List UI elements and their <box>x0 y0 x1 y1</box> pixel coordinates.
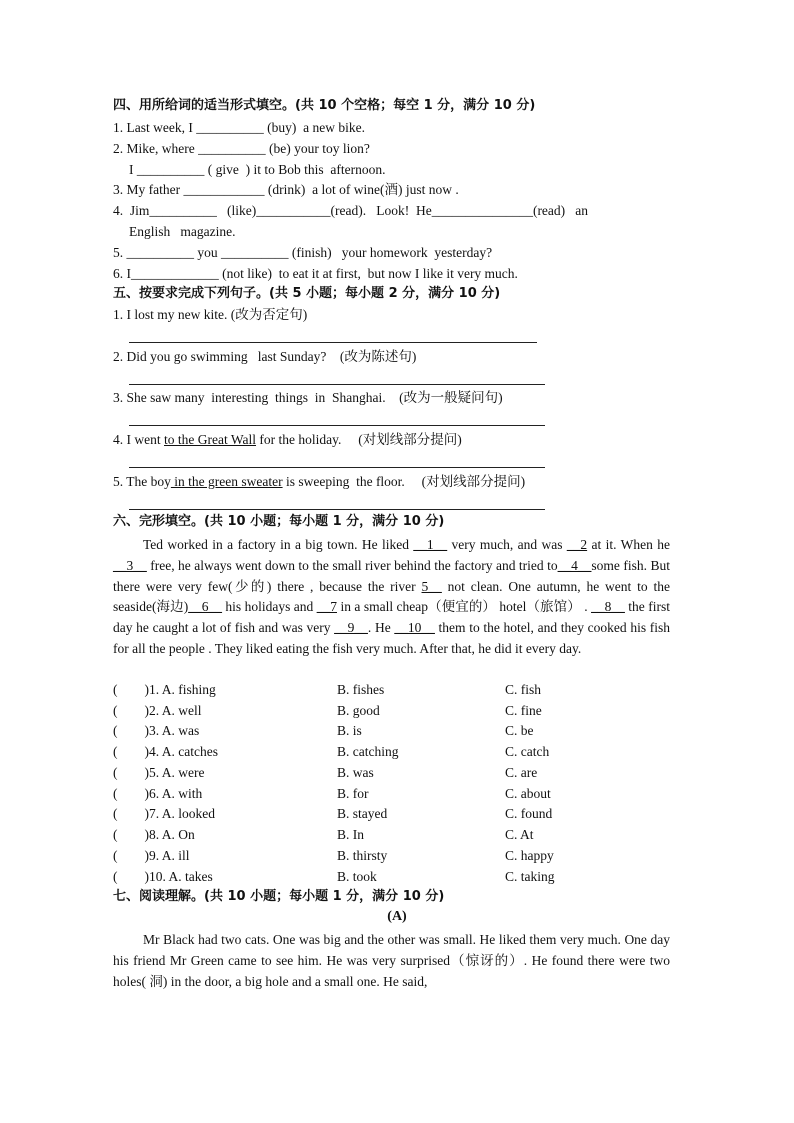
option-row-8-c: C. At <box>505 827 534 842</box>
blank-9: __9__ <box>334 620 368 636</box>
passage-a-label: (A) <box>387 909 407 924</box>
option-row-7-b: B. stayed <box>337 806 388 821</box>
option-row-6-b: B. for <box>337 786 369 801</box>
option-row-1-a: ( )1. A. fishing <box>113 682 216 697</box>
section6-heading: 六、完形填空。(共 10 小题；每小题 1 分，满分 10 分) <box>113 514 445 529</box>
s4-line-6: English magazine. <box>129 224 236 239</box>
s5-question-2: 2. Did you go swimming last Sunday? (改为陈述句) <box>113 349 417 364</box>
option-row-9-c: C. happy <box>505 848 554 863</box>
option-row-5-a: ( )5. A. were <box>113 765 205 780</box>
s4-line-3: I __________ ( give ) it to Bob this afternoon. <box>129 162 386 177</box>
option-row-3-c: C. be <box>505 723 534 738</box>
s5-question-1: 1. I lost my new kite. (改为否定句) <box>113 307 308 322</box>
option-row-8-a: ( )8. A. On <box>113 827 195 842</box>
blank-1: __1__ <box>413 537 448 552</box>
blank-10: __10__ <box>394 620 435 636</box>
option-row-8-b: B. In <box>337 827 364 842</box>
blank-8: __8__ <box>591 599 625 615</box>
s5-question-5 <box>113 474 525 490</box>
blank-4: __4__ <box>557 557 592 573</box>
s4-line-4: 3. My father ____________ (drink) a lot of wine(酒) just now . <box>113 182 459 197</box>
section5-heading: 五、按要求完成下列句子。(共 5 小题；每小题 2 分，满分 10 分) <box>113 286 501 301</box>
blank-2: __2 <box>566 537 588 552</box>
option-row-10-b: B. took <box>337 869 377 884</box>
reading-passage-a: Mr Black had two cats. One was big and the other was small. He liked them very much. One day his friend Mr Green came to see him. He was very surprised（惊讶的）. He found there were two holes( 洞) in the door, a big hole and a small one. He said, <box>113 932 670 989</box>
s5-q5-underlined: in the green sweater <box>170 474 283 489</box>
option-row-4-b: B. catching <box>337 744 399 759</box>
cloze-passage: Ted worked in a factory in a big town. He liked __1__ very much, and was __2 at it. When he __3__ free, he always went down to the small river behind the factory and tried to__4__some fish. But there were very few(少的) there , because the river 5__ not clean. One autumn, he went to the seaside(海边)__6__ his holidays and __7 in a small cheap（便宜的） hotel（旅馆） . __8__ the first day he caught a lot of fish and was very __9__. He __10__ them to the hotel, and they cooked his fish for all the people . They liked eating the fish very much. After that, he did it every day. <box>113 537 670 656</box>
option-row-2-a: ( )2. A. well <box>113 703 202 718</box>
answer-line-3 <box>129 425 545 426</box>
option-row-2-c: C. fine <box>505 703 542 718</box>
option-row-7-c: C. found <box>505 806 553 821</box>
option-row-10-c: C. taking <box>505 869 555 884</box>
s4-line-8: 6. I_____________ (not like) to eat it at first, but now I like it very much. <box>113 266 518 281</box>
s5-question-3: 3. She saw many interesting things in Shanghai. (改为一般疑问句) <box>113 390 503 405</box>
s5-q4-suffix: for the holiday. (对划线部分提问) <box>256 432 462 447</box>
s5-question-4 <box>113 432 462 448</box>
option-row-6-a: ( )6. A. with <box>113 786 203 801</box>
option-row-5-b: B. was <box>337 765 374 780</box>
s4-line-5: 4. Jim__________ (like)___________(read). Look! He_______________(read) an <box>113 203 589 218</box>
answer-line-4 <box>129 467 545 468</box>
blank-6: __6__ <box>188 599 222 615</box>
s5-q5-prefix: 5. The boy <box>113 474 171 489</box>
option-row-4-c: C. catch <box>505 744 550 759</box>
answer-line-5 <box>129 509 545 510</box>
option-row-7-a: ( )7. A. looked <box>113 806 215 821</box>
s4-line-1: 1. Last week, I __________ (buy) a new bike. <box>113 120 365 135</box>
option-row-3-a: ( )3. A. was <box>113 723 200 738</box>
answer-line-1 <box>129 342 537 343</box>
option-row-1-b: B. fishes <box>337 682 385 697</box>
option-row-5-c: C. are <box>505 765 538 780</box>
s4-line-2: 2. Mike, where __________ (be) your toy lion? <box>113 141 370 156</box>
s5-q5-suffix: is sweeping the floor. (对划线部分提问) <box>282 474 526 489</box>
option-row-9-b: B. thirsty <box>337 848 388 863</box>
option-row-10-a: ( )10. A. takes <box>113 869 213 884</box>
blank-7: __7 <box>316 599 337 615</box>
s5-q4-prefix: 4. I went <box>113 432 164 447</box>
option-row-9-a: ( )9. A. ill <box>113 848 190 863</box>
s4-line-7: 5. __________ you __________ (finish) your homework yesterday? <box>113 245 493 260</box>
blank-3: __3__ <box>113 557 147 573</box>
option-row-1-c: C. fish <box>505 682 542 697</box>
option-row-3-b: B. is <box>337 723 362 738</box>
answer-line-2 <box>129 384 545 385</box>
option-row-6-c: C. about <box>505 786 551 801</box>
section7-heading: 七、阅读理解。(共 10 小题；每小题 1 分，满分 10 分) <box>113 889 445 904</box>
option-row-4-a: ( )4. A. catches <box>113 744 218 759</box>
blank-5: 5__ <box>421 578 442 594</box>
s5-q4-underlined: to the Great Wall <box>164 432 257 447</box>
option-row-2-b: B. good <box>337 703 380 718</box>
section4-heading: 四、用所给词的适当形式填空。(共 10 个空格；每空 1 分，满分 10 分) <box>113 98 536 113</box>
